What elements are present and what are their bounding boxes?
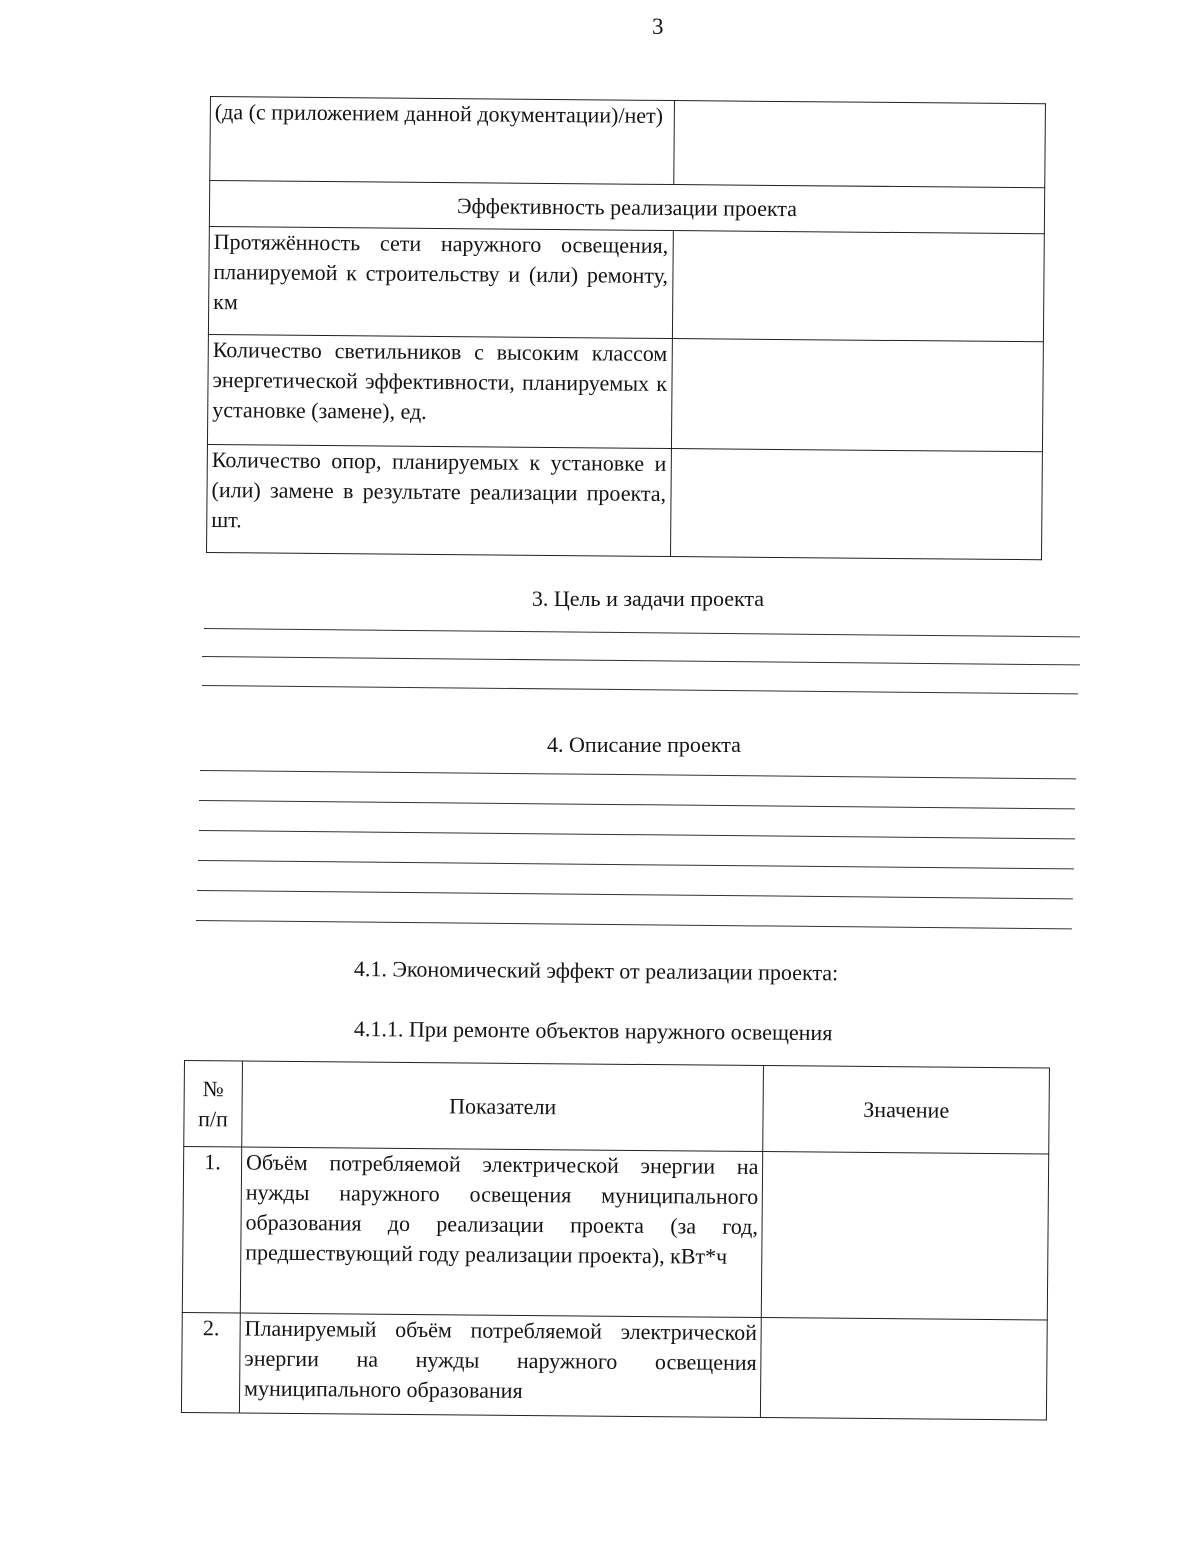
table-header-row — [184, 1061, 1050, 1155]
row-value — [761, 1318, 1048, 1420]
row-indicator: Планируемый объём потребляемой электрической энергии на нужды наружного освещения муниципального образования — [239, 1313, 761, 1418]
row-num: 1. — [182, 1147, 241, 1313]
section-4-1-1-title: 4.1.1. При ремонте объектов наружного освещения — [353, 1016, 833, 1046]
row-label: (да (с приложением данной документации)/нет) — [210, 97, 674, 185]
section-heading: Эффективность реализации проекта — [209, 181, 1044, 234]
table-row — [181, 1312, 1047, 1420]
fill-line — [202, 656, 1080, 665]
project-info-table — [206, 96, 1046, 560]
section-4-1-title: 4.1. Экономический эффект от реализации проекта: — [353, 956, 839, 986]
row-num: 2. — [181, 1312, 240, 1413]
fill-line — [199, 800, 1075, 809]
fill-line — [199, 830, 1075, 839]
row-value — [671, 339, 1043, 452]
table-row — [182, 1147, 1048, 1321]
row-indicator: Объём потребляемой электрической энергии на нужды наружного освещения муниципального образования до реализации проекта (за год, предшествующий году реализации проекта), кВт*ч — [240, 1147, 763, 1318]
page-number: 3 — [652, 14, 664, 39]
fill-line — [200, 770, 1076, 779]
row-value — [670, 449, 1042, 560]
row-label: Протяжённость сети наружного освещения, планируемой к строительству и (или) ремонту, км — [208, 226, 672, 338]
header-indicator: Показатели — [242, 1061, 764, 1152]
header-value: Значение — [763, 1066, 1049, 1154]
table-row — [210, 97, 1046, 188]
fill-line — [198, 860, 1074, 869]
section-3-title: 3. Цель и задачи проекта — [531, 586, 765, 611]
section-4-title: 4. Описание проекта — [547, 732, 741, 757]
row-value — [762, 1152, 1049, 1320]
fill-line — [197, 890, 1073, 899]
header-num: № п/п — [184, 1061, 243, 1148]
table-row — [207, 444, 1043, 559]
row-label: Количество опор, планируемых к установке и (или) замене в результате реализации проекта, шт. — [207, 444, 671, 556]
table-section-row — [209, 181, 1044, 234]
fill-line — [204, 628, 1080, 637]
row-value — [673, 101, 1045, 188]
row-label: Количество светильников с высоким классом энергетической эффективности, планируемых к установке (замене), ед. — [207, 334, 671, 448]
indicators-table — [181, 1060, 1050, 1421]
fill-line — [202, 685, 1078, 694]
table-row — [208, 226, 1044, 341]
fill-line — [196, 920, 1072, 929]
row-value — [672, 231, 1044, 342]
table-row — [207, 334, 1043, 451]
